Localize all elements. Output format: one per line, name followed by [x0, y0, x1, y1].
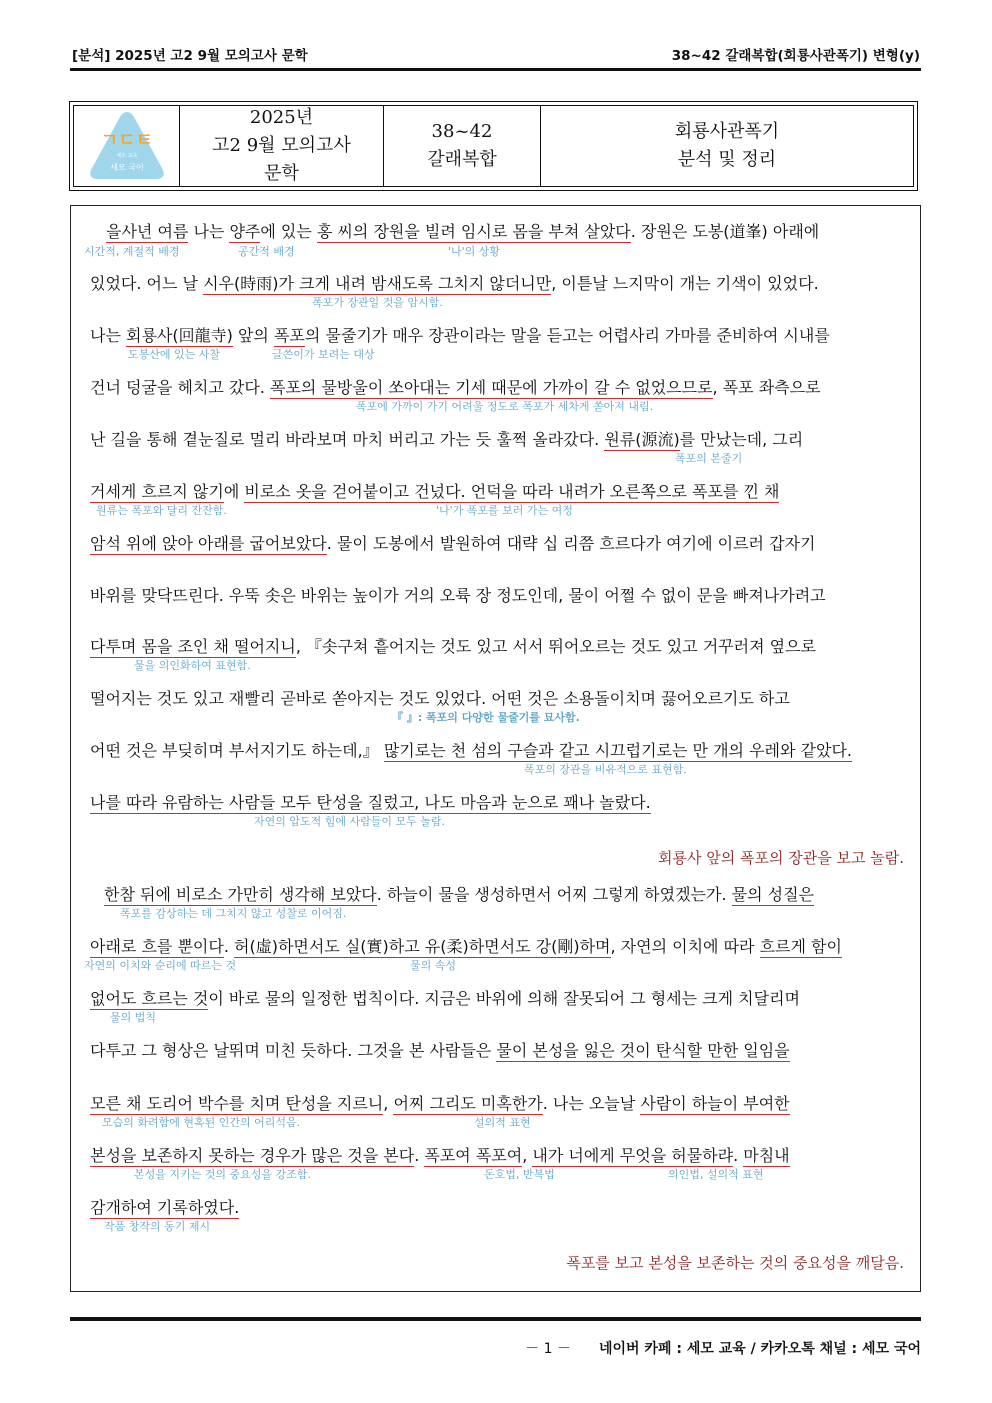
question-range: 38~42 [431, 121, 493, 142]
annotation: 폭포에 가까이 가기 어려울 정도로 폭포가 세차게 쏟아져 내림. [356, 400, 654, 413]
passage-line: 암석 위에 앉아 아래를 굽어보았다. 물이 도봉에서 발원하여 대략 십 리쯤 흐르다가 여기에 이르러 갑자기 [90, 534, 816, 553]
exam-name: 고2 9월 모의고사 [212, 135, 351, 156]
title-table [69, 101, 918, 191]
annotation: 폭포를 감상하는 데 그치지 않고 성찰로 이어짐. [120, 907, 347, 920]
annotation: 공간적 배경 [238, 245, 295, 258]
annotation: '나'가 폭포를 보러 가는 여정 [436, 504, 573, 517]
logo-cell [74, 106, 180, 186]
passage-line: 건너 덩굴을 헤치고 갔다. 폭포의 물방울이 쏘아대는 기세 때문에 가까이 갈 수 없었으므로, 폭포 좌측으로 [90, 378, 821, 397]
header-right: 38~42 갈래복합(회룡사관폭기) 변형(y) [671, 48, 920, 64]
passage-line: 을사년 여름 나는 양주에 있는 홍 씨의 장원을 빌려 임시로 몸을 부쳐 살았다. 장원은 도봉(道峯) 아래에 [106, 222, 820, 241]
annotation: 작품 창작의 동기 제시 [104, 1220, 211, 1233]
annotation: '나'의 상황 [448, 245, 501, 258]
annotation: 『 』: 폭포의 다양한 물줄기를 묘사함. [392, 711, 580, 724]
annotation: 폭포가 장관일 것을 암시함. [312, 296, 443, 309]
passage-line: 다투며 몸을 조인 채 떨어지니, 『솟구쳐 흩어지는 것도 있고 서서 뛰어오르는 것도 있고 거꾸러져 옆으로 [90, 637, 816, 656]
svg-text:ㄱㄷㅌ: ㄱㄷㅌ [100, 130, 153, 151]
work-subtitle: 분석 및 정리 [677, 149, 777, 170]
annotation: 폭포의 장관을 비유적으로 표현함. [524, 763, 687, 776]
annotation: 물의 법칙 [110, 1011, 157, 1024]
passage-line: 한참 뒤에 비로소 가만히 생각해 보았다. 하늘이 물을 생성하면서 어찌 그렇게 하였겠는가. 물의 성질은 [104, 885, 815, 904]
passage-line: 난 길을 통해 곁눈질로 멀리 바라보며 마치 버리고 가는 듯 훌쩍 올라갔다. 원류(源流)를 만났는데, 그리 [90, 430, 804, 449]
page-footer [525, 1338, 921, 1358]
passage-line: 감개하여 기록하였다. [90, 1198, 240, 1217]
annotation: 물을 의인화하여 표현함. [134, 659, 251, 672]
section-summary: 회룡사 앞의 폭포의 장관을 보고 놀람. [658, 849, 904, 867]
passage-line: 거세게 흐르지 않기에 비로소 옷을 걷어붙이고 건넜다. 언덕을 따라 내려가 오른쪽으로 폭포를 낀 채 [90, 482, 780, 501]
question-genre: 갈래복합 [427, 149, 497, 170]
passage-line: 없어도 흐르는 것이 바로 물의 일정한 법칙이다. 지금은 바위에 의해 잘못되어 그 형세는 크게 치달리며 [90, 989, 800, 1008]
exam-info-cell [180, 106, 384, 186]
exam-subject: 문학 [264, 163, 299, 184]
work-title: 회룡사관폭기 [674, 121, 780, 142]
annotation: 설의적 표현 [474, 1116, 531, 1129]
passage-line: 아래로 흐를 뿐이다. 허(虛)하면서도 실(實)하고 유(柔)하면서도 강(剛)하며, 자연의 이치에 따라 흐르게 함이 [90, 937, 842, 956]
header-rule [70, 68, 921, 71]
footer-rule [70, 1317, 921, 1321]
footer-text: 네이버 카페 : 세모 교육 / 카카오톡 채널 : 세모 국어 [598, 1341, 921, 1357]
annotation: 원류는 폭포와 달리 잔잔함. [96, 504, 227, 517]
annotation: 시간적, 계절적 배경 [84, 245, 180, 258]
svg-text:세모 국어: 세모 국어 [109, 163, 144, 172]
annotation: 폭포의 본줄기 [675, 452, 743, 465]
passage-line: 어떤 것은 부딪히며 부서지기도 하는데,』 많기로는 천 섬의 구슬과 같고 시끄럽기로는 만 개의 우레와 같았다. [90, 741, 852, 760]
semo-logo-icon [87, 108, 167, 184]
annotation: 의인법, 설의적 표현 [668, 1168, 764, 1181]
section-summary: 폭포를 보고 본성을 보존하는 것의 중요성을 깨달음. [566, 1254, 904, 1272]
work-title-cell [541, 106, 913, 186]
annotation: 자연의 이치와 순리에 따르는 것 [84, 959, 237, 972]
passage-line: 있었다. 어느 날 시우(時雨)가 크게 내려 밤새도록 그치지 않더니만, 이튿날 느지막이 개는 기색이 있었다. [90, 274, 819, 293]
annotation: 글쓴이가 보려는 대상 [272, 348, 375, 361]
passage-line: 다투고 그 형상은 날뛰며 미친 듯하다. 그것을 본 사람들은 물이 본성을 잃은 것이 탄식할 만한 일임을 [90, 1041, 790, 1060]
annotation: 도봉산에 있는 사찰 [128, 348, 221, 361]
annotation: 자연의 압도적 힘에 사람들이 모두 놀람. [254, 815, 445, 828]
passage-line: 바위를 맞닥뜨린다. 우뚝 솟은 바위는 높이가 거의 오륙 장 정도인데, 물이 어쩔 수 없이 문을 빠져나가려고 [90, 586, 826, 605]
passage-line: 나를 따라 유람하는 사람들 모두 탄성을 질렀고, 나도 마음과 눈으로 꽤나 놀랐다. [90, 793, 651, 812]
annotation: 물의 속성 [410, 959, 457, 972]
passage-line: 모른 채 도리어 박수를 치며 탄성을 지르니, 어찌 그리도 미혹한가. 나는 오늘날 사람이 하늘이 부여한 [90, 1094, 790, 1113]
exam-year: 2025년 [249, 107, 314, 128]
annotation: 본성을 지키는 것의 중요성을 강조함. [134, 1168, 311, 1181]
passage-line: 떨어지는 것도 있고 재빨리 곧바로 쏟아지는 것도 있었다. 어떤 것은 소용돌이치며 끓어오르기도 하고 [90, 689, 790, 708]
header-left: [분석] 2025년 고2 9월 모의고사 문학 [72, 48, 308, 64]
passage-line: 나는 회룡사(回龍寺) 앞의 폭포의 물줄기가 매우 장관이라는 말을 듣고는 어렵사리 가마를 준비하여 시내를 [90, 326, 830, 345]
annotation: 모습의 화려함에 현혹된 인간의 어리석음. [102, 1116, 301, 1129]
annotation: 돈호법, 반복법 [484, 1168, 555, 1181]
question-range-cell [384, 106, 541, 186]
passage-line: 본성을 보존하지 못하는 경우가 많은 것을 본다. 폭포여 폭포여, 내가 너에게 무엇을 허물하랴. 마침내 [90, 1146, 790, 1165]
page-number: － 1 － [525, 1341, 571, 1357]
svg-text:세모 교육: 세모 교육 [116, 153, 137, 159]
